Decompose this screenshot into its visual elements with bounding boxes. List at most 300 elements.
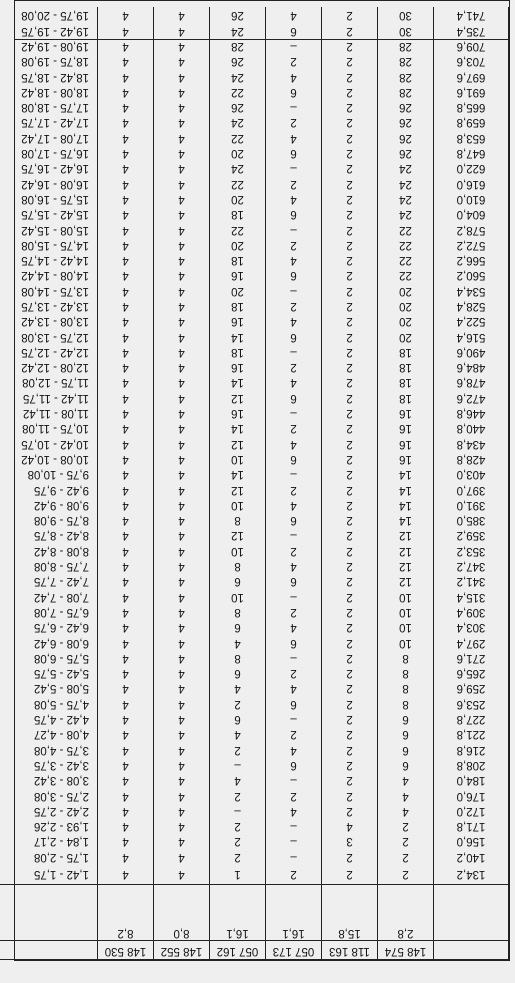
table-row	[0, 711, 509, 726]
table-cell: 176,0	[434, 787, 509, 802]
table-cell: 2	[322, 206, 378, 221]
table-cell: 18	[378, 390, 434, 405]
table-cell: 26	[210, 53, 266, 68]
table-cell: 2	[322, 237, 378, 252]
table-row	[0, 604, 509, 619]
table-cell: 647,8	[434, 145, 509, 160]
table-cell: 2	[322, 512, 378, 527]
flipped-table-area	[15, 9, 509, 960]
table-row	[0, 68, 509, 83]
table-cell: 2	[266, 237, 322, 252]
table-cell: 2	[266, 114, 322, 129]
table-cell: 4	[98, 619, 154, 634]
table-row	[0, 787, 509, 802]
table-cell: 2	[322, 803, 378, 818]
table-cell: 22	[210, 129, 266, 144]
table-cell: 2	[322, 558, 378, 573]
table-cell: 10,75 - 11,08	[0, 420, 98, 435]
table-cell: 4	[98, 542, 154, 557]
table-cell: 4	[98, 665, 154, 680]
table-cell: 4	[154, 114, 210, 129]
table-cell: –	[266, 99, 322, 114]
table-cell: –	[266, 833, 322, 848]
table-cell: 4	[154, 390, 210, 405]
table-cell: 24	[378, 175, 434, 190]
table-cell: 24	[210, 160, 266, 175]
table-cell: 2	[322, 497, 378, 512]
table-cell: –	[266, 818, 322, 833]
table-cell: 8,42 - 8,75	[0, 527, 98, 542]
table-cell: 4	[98, 741, 154, 756]
table-cell: 516,4	[434, 328, 509, 343]
table-cell: 16	[210, 313, 266, 328]
table-cell: 6	[266, 390, 322, 405]
table-cell: 6	[266, 206, 322, 221]
table-cell: 6	[378, 741, 434, 756]
table-row	[0, 252, 509, 267]
table-cell: –	[266, 527, 322, 542]
table-cell: 2	[322, 604, 378, 619]
table-cell: –	[266, 466, 322, 481]
table-cell: 4	[98, 466, 154, 481]
table-cell: 622,0	[434, 160, 509, 175]
table-cell: 15,75 - 16,08	[0, 191, 98, 206]
table-cell: 309,4	[434, 604, 509, 619]
table-cell: 18,75 - 19,08	[0, 53, 98, 68]
table-cell: 4	[154, 359, 210, 374]
table-cell: 18,08 - 18,42	[0, 84, 98, 99]
table-cell: 4	[154, 252, 210, 267]
table-cell: 522,4	[434, 313, 509, 328]
table-cell: 2	[322, 772, 378, 787]
table-cell: 2	[322, 481, 378, 496]
table-cell: 4	[154, 7, 210, 22]
table-row	[0, 512, 509, 527]
table-cell: 2	[378, 864, 434, 885]
table-cell: 7,75 - 8,08	[0, 558, 98, 573]
table-cell: 28	[378, 84, 434, 99]
table-cell: 14	[378, 497, 434, 512]
table-row	[0, 99, 509, 114]
table-cell: 4	[154, 328, 210, 343]
table-cell: 4	[98, 53, 154, 68]
table-cell: 4	[154, 298, 210, 313]
table-row	[0, 634, 509, 649]
table-cell: 2	[322, 298, 378, 313]
table-cell: 14,75 - 15,08	[0, 237, 98, 252]
table-cell: 4	[154, 772, 210, 787]
table-cell: 5,42 - 5,75	[0, 665, 98, 680]
table-cell: 4	[98, 84, 154, 99]
table-cell: –	[266, 711, 322, 726]
code-cell-empty	[0, 941, 98, 960]
table-cell: 24	[378, 160, 434, 175]
table-cell: 18	[378, 359, 434, 374]
table-cell: 2	[322, 711, 378, 726]
table-cell: 16	[378, 435, 434, 450]
table-cell: 528,4	[434, 298, 509, 313]
table-cell: 265,6	[434, 665, 509, 680]
table-cell: 2	[266, 175, 322, 190]
blank-cell	[322, 884, 378, 925]
table-cell: 4	[98, 420, 154, 435]
table-cell: –	[266, 772, 322, 787]
table-cell: 741,4	[434, 7, 509, 22]
table-cell: 484,6	[434, 359, 509, 374]
table-cell: 12,08 - 12,42	[0, 359, 98, 374]
table-cell: 2	[322, 542, 378, 557]
table-cell: 4	[266, 619, 322, 634]
table-cell: 17,42 - 17,75	[0, 114, 98, 129]
table-cell: 4	[98, 512, 154, 527]
table-cell: 4	[154, 542, 210, 557]
table-cell: 2	[322, 22, 378, 37]
table-cell: 4	[98, 282, 154, 297]
table-cell: 10	[210, 588, 266, 603]
table-cell: 4	[98, 221, 154, 236]
table-row	[0, 7, 509, 22]
table-cell: 2	[266, 53, 322, 68]
table-cell: 4	[98, 588, 154, 603]
table-cell: 4	[154, 848, 210, 863]
table-cell: 6,08 - 6,42	[0, 634, 98, 649]
header-value: 16,1	[210, 925, 266, 941]
code-cell: 148 552	[154, 941, 210, 960]
table-cell: 20	[378, 298, 434, 313]
table-row	[0, 772, 509, 787]
table-cell: 2	[322, 99, 378, 114]
table-cell: 4	[154, 803, 210, 818]
table-cell: 709,6	[434, 38, 509, 53]
table-cell: 478,6	[434, 374, 509, 389]
table-cell: 20	[210, 145, 266, 160]
table-cell: 11,75 - 12,08	[0, 374, 98, 389]
table-cell: 4	[266, 435, 322, 450]
table-cell: 2,42 - 2,75	[0, 803, 98, 818]
document-page	[14, 0, 510, 961]
table-cell: 4	[154, 175, 210, 190]
table-cell: 446,8	[434, 405, 509, 420]
table-cell: 24	[378, 206, 434, 221]
table-cell: 12	[378, 527, 434, 542]
table-cell: 2	[266, 481, 322, 496]
table-cell: 18	[378, 344, 434, 359]
table-cell: 4	[98, 604, 154, 619]
table-cell: 4	[98, 772, 154, 787]
table-cell: 2	[322, 665, 378, 680]
table-cell: 4	[154, 267, 210, 282]
table-cell: 8	[210, 558, 266, 573]
blank-cell	[154, 884, 210, 925]
header-value-empty	[0, 925, 98, 941]
table-cell: 2	[322, 619, 378, 634]
table-cell: 8	[210, 650, 266, 665]
table-cell: 1,93 - 2,26	[0, 818, 98, 833]
table-cell: 14	[210, 374, 266, 389]
table-cell: 4	[154, 22, 210, 37]
table-row	[0, 680, 509, 695]
table-cell: 2	[266, 359, 322, 374]
blank-cell	[98, 884, 154, 925]
table-cell: 403,0	[434, 466, 509, 481]
table-cell: 22	[378, 237, 434, 252]
table-row	[0, 114, 509, 129]
table-cell: 6	[266, 328, 322, 343]
table-cell: 2	[322, 38, 378, 53]
table-cell: 2	[210, 818, 266, 833]
table-cell: 4	[98, 680, 154, 695]
table-row	[0, 267, 509, 282]
header-value: 8,2	[98, 925, 154, 941]
table-row	[0, 558, 509, 573]
table-cell: 4	[98, 22, 154, 37]
table-cell: 221,8	[434, 726, 509, 741]
table-cell: 10	[378, 619, 434, 634]
header-value: 15,8	[322, 925, 378, 941]
table-cell: 434,8	[434, 435, 509, 450]
table-cell: 20	[378, 328, 434, 343]
table-cell: 24	[210, 68, 266, 83]
table-cell: 4	[98, 405, 154, 420]
table-cell: 4	[154, 588, 210, 603]
table-cell: 4	[266, 313, 322, 328]
table-cell: 665,8	[434, 99, 509, 114]
table-cell: –	[266, 588, 322, 603]
table-cell: 5,08 - 5,42	[0, 680, 98, 695]
table-cell: 10	[210, 451, 266, 466]
table-row	[0, 145, 509, 160]
table-cell: 3,75 - 4,08	[0, 741, 98, 756]
table-cell: 534,4	[434, 282, 509, 297]
table-cell: 2	[322, 344, 378, 359]
table-cell: 359,2	[434, 527, 509, 542]
table-row	[0, 313, 509, 328]
table-cell: 6,42 - 6,75	[0, 619, 98, 634]
table-cell: 4	[378, 772, 434, 787]
table-cell: 2	[322, 160, 378, 175]
table-cell: 14	[210, 466, 266, 481]
table-cell: 6	[266, 451, 322, 466]
table-row	[0, 833, 509, 848]
table-cell: 303,4	[434, 619, 509, 634]
table-cell: 15,08 - 15,42	[0, 221, 98, 236]
table-cell: 4	[98, 38, 154, 53]
table-cell: 4	[154, 695, 210, 710]
table-cell: 4	[98, 573, 154, 588]
table-cell: –	[266, 282, 322, 297]
table-cell: 1,84 - 2,17	[0, 833, 98, 848]
table-row	[0, 374, 509, 389]
table-cell: 8	[210, 604, 266, 619]
table-cell: 2	[322, 129, 378, 144]
table-cell: 15,42 - 15,75	[0, 206, 98, 221]
table-cell: 2	[322, 650, 378, 665]
table-row	[0, 451, 509, 466]
table-cell: 3,42 - 3,75	[0, 757, 98, 772]
table-cell: 391,0	[434, 497, 509, 512]
table-cell: 572,2	[434, 237, 509, 252]
table-row	[0, 221, 509, 236]
table-cell: 16	[378, 420, 434, 435]
table-cell: 4	[154, 650, 210, 665]
table-cell: 4	[210, 680, 266, 695]
table-cell: 17,75 - 18,08	[0, 99, 98, 114]
table-cell: 12	[378, 558, 434, 573]
table-cell: 4	[98, 390, 154, 405]
table-cell: 6	[378, 726, 434, 741]
table-cell: 4	[154, 84, 210, 99]
table-row	[0, 741, 509, 756]
table-cell: 3	[322, 833, 378, 848]
table-cell: 14	[210, 420, 266, 435]
table-cell: 6	[266, 695, 322, 710]
table-cell: 4	[98, 695, 154, 710]
table-cell: 10	[378, 588, 434, 603]
table-cell: 2	[322, 588, 378, 603]
table-cell: 16	[210, 359, 266, 374]
table-cell: 8	[378, 695, 434, 710]
table-cell: 4	[266, 741, 322, 756]
table-row	[0, 344, 509, 359]
blank-cell	[378, 884, 434, 925]
table-cell: 4	[98, 206, 154, 221]
table-cell: 2	[322, 466, 378, 481]
table-cell: 9,75 - 10,08	[0, 466, 98, 481]
table-cell: 14,08 - 14,42	[0, 267, 98, 282]
table-cell: 2	[322, 680, 378, 695]
table-cell: 6,75 - 7,08	[0, 604, 98, 619]
table-cell: 16,42 - 16,75	[0, 160, 98, 175]
table-cell: 4	[98, 359, 154, 374]
table-cell: 6	[266, 634, 322, 649]
code-cell: 148 530	[98, 941, 154, 960]
table-cell: 4	[266, 68, 322, 83]
table-cell: 6	[266, 573, 322, 588]
table-cell: 4	[98, 757, 154, 772]
table-cell: 24	[210, 22, 266, 37]
table-cell: 2	[322, 374, 378, 389]
table-cell: 6	[266, 512, 322, 527]
table-row	[0, 84, 509, 99]
table-cell: 653,8	[434, 129, 509, 144]
table-cell: 14,42 - 14,75	[0, 252, 98, 267]
table-cell: 16	[378, 451, 434, 466]
table-cell: 2	[322, 221, 378, 236]
table-cell: 4	[154, 665, 210, 680]
table-cell: 4	[98, 864, 154, 885]
table-cell: 2	[266, 726, 322, 741]
table-row	[0, 359, 509, 374]
header-value: 8,0	[154, 925, 210, 941]
table-cell: 171,8	[434, 818, 509, 833]
table-row	[0, 237, 509, 252]
table-cell: 4	[154, 527, 210, 542]
table-cell: 2	[322, 757, 378, 772]
code-cell: 118 163	[322, 941, 378, 960]
code-cell-empty	[434, 941, 509, 960]
table-cell: 26	[378, 145, 434, 160]
table-cell: 9,42 - 9,75	[0, 481, 98, 496]
table-cell: 17,08 - 17,42	[0, 129, 98, 144]
table-cell: 4	[98, 848, 154, 863]
table-row	[0, 22, 509, 37]
table-cell: 4	[154, 99, 210, 114]
table-cell: 2	[266, 604, 322, 619]
table-cell: 16	[210, 405, 266, 420]
table-cell: 2	[378, 833, 434, 848]
table-cell: 4	[98, 818, 154, 833]
table-cell: 4	[98, 175, 154, 190]
table-cell: 28	[378, 53, 434, 68]
table-cell: 4	[266, 803, 322, 818]
table-row	[0, 803, 509, 818]
table-cell: 4	[266, 497, 322, 512]
table-cell: –	[266, 38, 322, 53]
table-cell: 4	[98, 374, 154, 389]
table-cell: 20	[210, 237, 266, 252]
table-row	[0, 160, 509, 175]
table-cell: 297,4	[434, 634, 509, 649]
table-cell: 12	[210, 481, 266, 496]
table-cell: 4	[154, 466, 210, 481]
table-cell: 26	[210, 99, 266, 114]
table-cell: 4,08 - 4,27	[0, 726, 98, 741]
table-cell: 2	[266, 787, 322, 802]
table-cell: 4	[98, 328, 154, 343]
table-cell: 2	[266, 864, 322, 885]
table-cell: 4	[154, 680, 210, 695]
table-cell: 2	[266, 298, 322, 313]
table-cell: 2	[322, 451, 378, 466]
table-cell: 341,2	[434, 573, 509, 588]
code-row	[0, 941, 509, 960]
table-cell: 2	[322, 267, 378, 282]
table-cell: 22	[378, 267, 434, 282]
table-cell: 6	[378, 711, 434, 726]
table-cell: 659,8	[434, 114, 509, 129]
table-cell: 4	[98, 726, 154, 741]
table-cell: 4	[266, 680, 322, 695]
table-cell: 1	[210, 864, 266, 885]
table-cell: 4	[154, 481, 210, 496]
table-cell: 253,6	[434, 695, 509, 710]
table-cell: 4,75 - 5,08	[0, 695, 98, 710]
table-cell: 2	[322, 328, 378, 343]
table-cell: 4	[210, 726, 266, 741]
table-cell: 4	[154, 787, 210, 802]
table-row	[0, 206, 509, 221]
table-cell: 2	[322, 420, 378, 435]
table-cell: 2	[322, 53, 378, 68]
table-cell: 2	[210, 848, 266, 863]
table-cell: 4	[154, 237, 210, 252]
table-cell: 4	[154, 726, 210, 741]
table-row	[0, 695, 509, 710]
table-cell: 14	[378, 481, 434, 496]
table-cell: 18	[210, 344, 266, 359]
table-cell: 6	[266, 145, 322, 160]
table-cell: 566,2	[434, 252, 509, 267]
table-cell: 4	[154, 53, 210, 68]
table-cell: 4	[322, 818, 378, 833]
table-cell: 2,75 - 3,08	[0, 787, 98, 802]
table-cell: 10,42 - 10,75	[0, 435, 98, 450]
table-cell: 8	[378, 650, 434, 665]
table-cell: 2	[266, 542, 322, 557]
table-cell: 13,08 - 13,42	[0, 313, 98, 328]
blank-cell	[210, 884, 266, 925]
table-cell: 4	[154, 818, 210, 833]
